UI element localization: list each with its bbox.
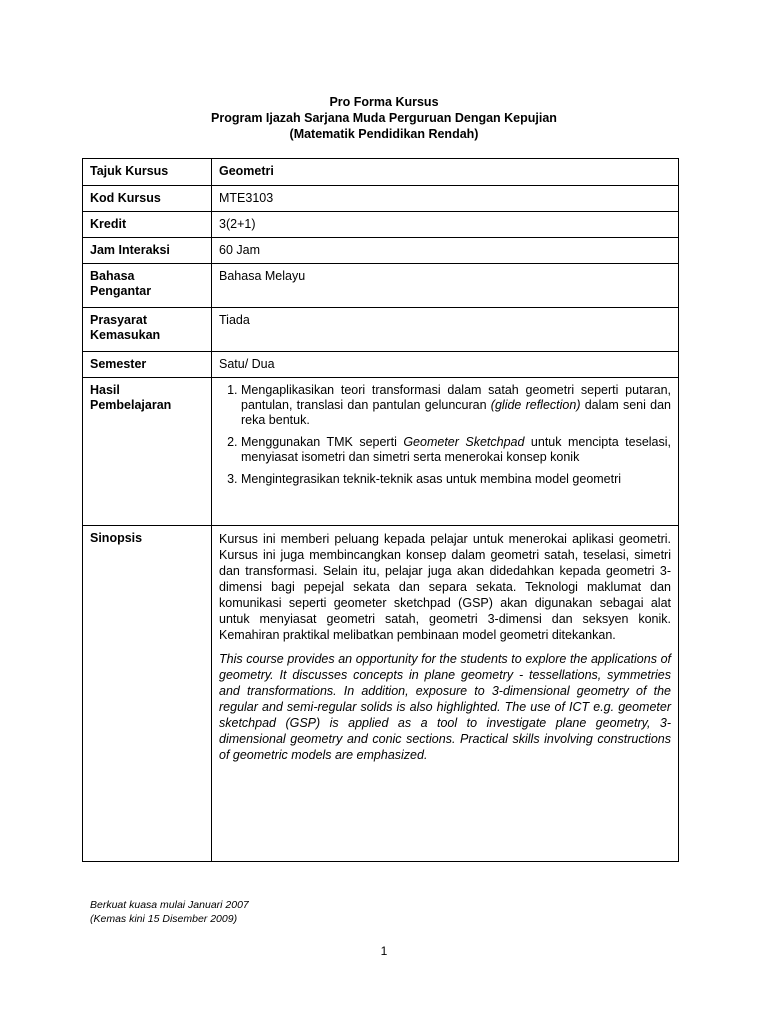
value-tajuk-kursus: Geometri xyxy=(212,159,679,186)
label-prasyarat-kemasukan xyxy=(83,308,212,352)
outcome-2-text-a: Menggunakan TMK seperti xyxy=(241,435,404,449)
outcome-1-text-b: dalam seni dan reka bentuk. xyxy=(241,398,671,427)
outcome-item xyxy=(241,383,671,428)
label-hasil-pembelajaran xyxy=(83,378,212,526)
label-bahasa-pengantar xyxy=(83,264,212,308)
row-kod-kursus xyxy=(83,186,679,212)
value-prasyarat-kemasukan: Tiada xyxy=(212,308,679,352)
header-subprogram: (Matematik Pendidikan Rendah) xyxy=(289,127,479,141)
outcome-2-italic: Geometer Sketchpad xyxy=(403,435,525,449)
footer-updated-date: (Kemas kini 15 Disember 2009) xyxy=(90,913,238,925)
header-program: Program Ijazah Sarjana Muda Perguruan Dengan Kepujian xyxy=(211,111,557,125)
row-sinopsis xyxy=(83,526,679,862)
label-kod-kursus: Kod Kursus xyxy=(83,186,212,212)
outcomes-list xyxy=(219,383,671,487)
document-footer xyxy=(90,898,249,926)
value-hasil-pembelajaran xyxy=(212,378,679,526)
proforma-table xyxy=(82,158,679,862)
row-tajuk-kursus xyxy=(83,159,679,186)
label-sinopsis: Sinopsis xyxy=(83,526,212,862)
row-bahasa-pengantar xyxy=(83,264,679,308)
row-prasyarat-kemasukan xyxy=(83,308,679,352)
value-kredit: 3(2+1) xyxy=(212,212,679,238)
label-bahasa-line2: Pengantar xyxy=(90,284,152,298)
label-bahasa-line1: Bahasa xyxy=(90,269,135,283)
outcome-3-text: Mengintegrasikan teknik-teknik asas untuk membina model geometri xyxy=(241,472,622,486)
outcome-item xyxy=(241,472,671,487)
row-semester xyxy=(83,352,679,378)
outcome-1-italic: (glide reflection) xyxy=(490,398,581,412)
label-kredit: Kredit xyxy=(83,212,212,238)
label-prasyarat-line2: Kemasukan xyxy=(90,328,161,342)
label-hasil-line1: Hasil xyxy=(90,383,120,397)
row-hasil-pembelajaran xyxy=(83,378,679,526)
value-sinopsis xyxy=(212,526,679,862)
footer-effective-date: Berkuat kuasa mulai Januari 2007 xyxy=(90,899,249,911)
label-hasil-line2: Pembelajaran xyxy=(90,398,172,412)
row-kredit xyxy=(83,212,679,238)
label-prasyarat-line1: Prasyarat xyxy=(90,313,147,327)
outcome-1-text-a: Mengaplikasikan teori transformasi dalam satah geometri seperti putaran, pantulan, translasi dan pantulan geluncuran xyxy=(241,383,671,412)
label-jam-interaksi: Jam Interaksi xyxy=(83,238,212,264)
value-semester: Satu/ Dua xyxy=(212,352,679,378)
outcome-2-text-b: untuk mencipta teselasi, menyiasat isometri dan simetri serta menerokai konsep konik xyxy=(241,435,672,464)
sinopsis-malay: Kursus ini memberi peluang kepada pelajar untuk menerokai aplikasi geometri. Kursus ini juga membincangkan konsep dalam geometri satah, teselasi, simetri dan transformasi. Selain itu, pelajar juga akan didedahkan kepada geometri 3-dimensi bagi pepejal sekata dan separa sekata. Teknologi maklumat dan komunikasi seperti geometer sketchpad (GSP) akan digunakan sebagai alat untuk menyiasat geometri satah, geometri 3-dimensi dan seksyen konik. Kemahiran praktikal melibatkan pembinaan model geometri ditekankan. xyxy=(219,532,671,642)
sinopsis-english: This course provides an opportunity for the students to explore the applications of geometry. It discusses concepts in plane geometry - tessellations, symmetries and transformations. In addition, exposure to 3-dimensional geometry of the regular and semi-regular solids is also highlighted. The use of ICT e.g. geometer sketchpad (GSP) is applied as a tool to investigate plane geometry, 3-dimensional geometry and conic sections. Practical skills involving constructions of geometric models are emphasized. xyxy=(219,652,671,762)
label-semester: Semester xyxy=(83,352,212,378)
header-title: Pro Forma Kursus xyxy=(329,95,439,109)
page-number: 1 xyxy=(380,944,388,958)
outcome-item xyxy=(241,435,671,465)
row-jam-interaksi xyxy=(83,238,679,264)
document-header xyxy=(0,94,768,142)
value-kod-kursus: MTE3103 xyxy=(212,186,679,212)
value-bahasa-pengantar: Bahasa Melayu xyxy=(212,264,679,308)
value-jam-interaksi: 60 Jam xyxy=(212,238,679,264)
label-tajuk-kursus: Tajuk Kursus xyxy=(83,159,212,186)
